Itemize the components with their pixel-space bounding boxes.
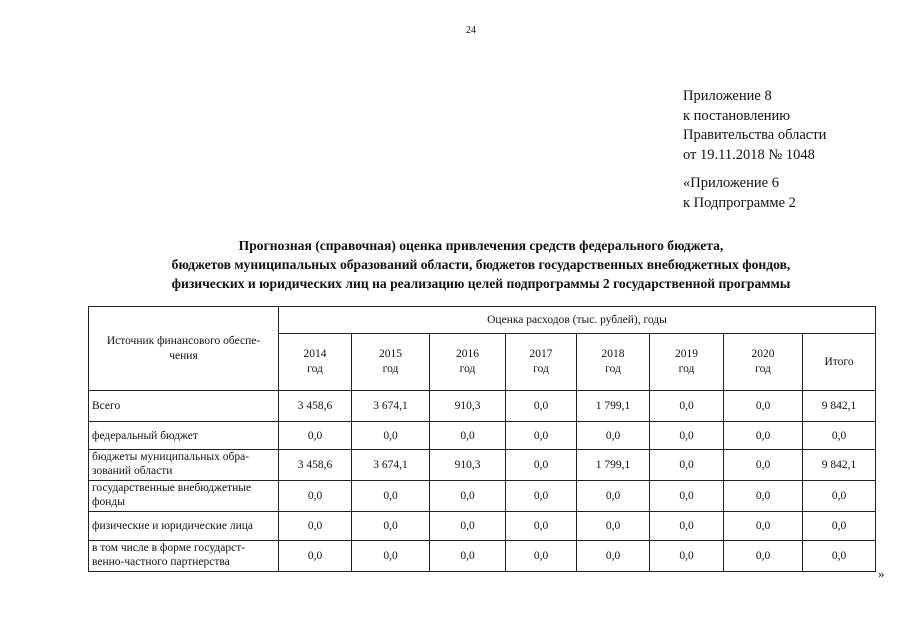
value-cell: 0,0 xyxy=(650,481,724,512)
value-cell: 0,0 xyxy=(577,512,650,541)
table-row xyxy=(89,481,876,512)
value-cell: 0,0 xyxy=(279,512,352,541)
funding-source-cell: государственные внебюджетные фонды xyxy=(89,481,279,512)
value-cell: 0,0 xyxy=(279,422,352,450)
total-value-cell: 0,0 xyxy=(803,512,876,541)
value-cell: 0,0 xyxy=(724,450,803,481)
value-cell: 1 799,1 xyxy=(577,450,650,481)
appendix-line: от 19.11.2018 № 1048 xyxy=(683,146,815,163)
document-title xyxy=(86,236,876,293)
value-cell: 0,0 xyxy=(724,391,803,422)
value-cell: 0,0 xyxy=(352,541,430,572)
value-cell: 3 674,1 xyxy=(352,391,430,422)
value-cell: 0,0 xyxy=(724,541,803,572)
funding-source-cell: физические и юридические лица xyxy=(89,512,279,541)
table-row xyxy=(89,422,876,450)
title-line: физических и юридических лиц на реализацию целей подпрограммы 2 государственной программы xyxy=(171,276,791,291)
total-value-cell: 0,0 xyxy=(803,422,876,450)
value-cell: 910,3 xyxy=(430,391,506,422)
value-cell: 910,3 xyxy=(430,450,506,481)
value-cell: 0,0 xyxy=(650,450,724,481)
value-cell: 0,0 xyxy=(577,422,650,450)
page-number: 24 xyxy=(466,25,476,36)
table-row xyxy=(89,450,876,481)
value-cell: 0,0 xyxy=(724,422,803,450)
title-line: Прогнозная (справочная) оценка привлечения средств федерального бюджета, xyxy=(238,238,724,253)
table-row xyxy=(89,541,876,572)
funding-source-cell: в том числе в форме государст- венно-частного партнерства xyxy=(89,541,279,572)
appendix-line: к Подпрограмме 2 xyxy=(683,194,796,211)
value-cell: 0,0 xyxy=(352,512,430,541)
appendix-line: Правительства области xyxy=(683,127,827,143)
total-column-header: Итого xyxy=(803,334,876,391)
value-cell: 0,0 xyxy=(724,512,803,541)
value-cell: 0,0 xyxy=(430,541,506,572)
value-cell: 0,0 xyxy=(506,541,577,572)
value-cell: 0,0 xyxy=(279,481,352,512)
year-column-header: 2016 год xyxy=(430,334,506,391)
source-column-header: Источник финансового обеспе- чения xyxy=(89,307,279,391)
funding-table xyxy=(88,306,876,572)
value-cell: 0,0 xyxy=(506,391,577,422)
value-cell: 0,0 xyxy=(577,541,650,572)
table-row xyxy=(89,391,876,422)
table-header-row xyxy=(89,307,876,334)
value-cell: 0,0 xyxy=(506,481,577,512)
appendix-reference xyxy=(683,87,826,165)
value-cell: 0,0 xyxy=(650,391,724,422)
value-cell: 0,0 xyxy=(430,422,506,450)
year-column-header: 2015 год xyxy=(352,334,430,391)
value-cell: 1 799,1 xyxy=(577,391,650,422)
value-cell: 0,0 xyxy=(650,512,724,541)
value-cell: 0,0 xyxy=(506,512,577,541)
total-value-cell: 9 842,1 xyxy=(803,391,876,422)
appendix-line: к постановлению xyxy=(683,107,791,124)
appendix-subprogram-reference xyxy=(683,174,796,213)
year-column-header: 2019 год xyxy=(650,334,724,391)
value-cell: 0,0 xyxy=(724,481,803,512)
year-column-header: 2020 год xyxy=(724,334,803,391)
value-cell: 0,0 xyxy=(577,481,650,512)
funding-source-cell: Всего xyxy=(89,391,279,422)
value-cell: 0,0 xyxy=(506,450,577,481)
value-cell: 0,0 xyxy=(279,541,352,572)
value-cell: 0,0 xyxy=(650,541,724,572)
value-cell: 3 458,6 xyxy=(279,450,352,481)
total-value-cell: 0,0 xyxy=(803,541,876,572)
expense-group-header: Оценка расходов (тыс. рублей), годы xyxy=(279,307,876,334)
value-cell: 0,0 xyxy=(650,422,724,450)
value-cell: 0,0 xyxy=(430,481,506,512)
value-cell: 0,0 xyxy=(352,481,430,512)
year-column-header: 2014 год xyxy=(279,334,352,391)
value-cell: 0,0 xyxy=(506,422,577,450)
value-cell: 3 674,1 xyxy=(352,450,430,481)
year-column-header: 2017 год xyxy=(506,334,577,391)
funding-source-cell: федеральный бюджет xyxy=(89,422,279,450)
funding-source-cell: бюджеты муниципальных обра- зований области xyxy=(89,450,279,481)
year-column-header: 2018 год xyxy=(577,334,650,391)
title-line: бюджетов муниципальных образований области, бюджетов государственных внебюджетных фондов, xyxy=(171,257,791,272)
value-cell: 0,0 xyxy=(352,422,430,450)
appendix-line: Приложение 8 xyxy=(683,88,772,104)
value-cell: 0,0 xyxy=(430,512,506,541)
closing-quote: » xyxy=(878,566,885,581)
value-cell: 3 458,6 xyxy=(279,391,352,422)
table-row xyxy=(89,512,876,541)
total-value-cell: 0,0 xyxy=(803,481,876,512)
total-value-cell: 9 842,1 xyxy=(803,450,876,481)
appendix-line: «Приложение 6 xyxy=(683,175,779,191)
